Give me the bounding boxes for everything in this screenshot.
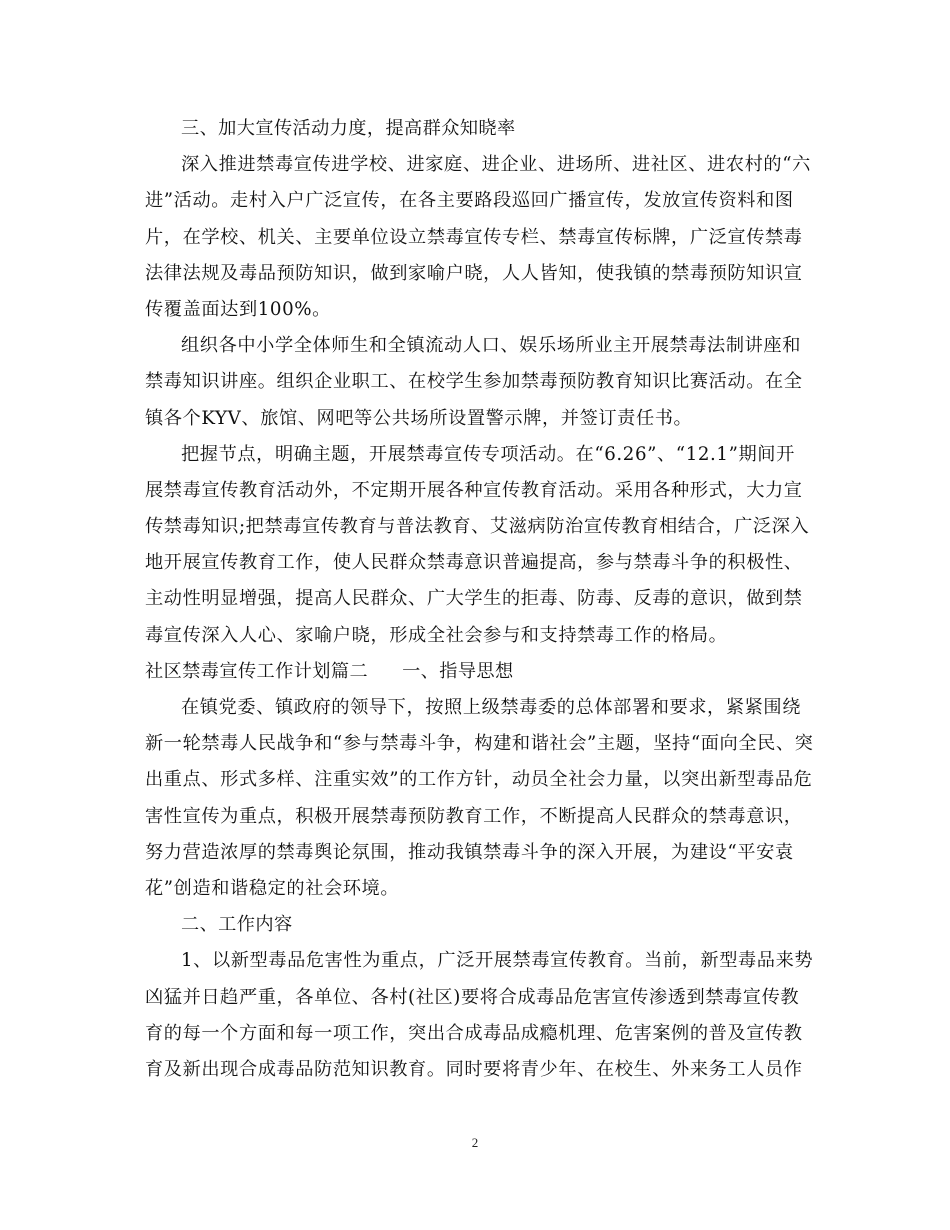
page-number: 2: [471, 1135, 479, 1150]
paragraph-line: 1、以新型毒品危害性为重点，广泛开展禁毒宣传教育。当前，新型毒品来势: [181, 950, 814, 972]
paragraph-line: 育及新出现合成毒品防范知识教育。同时要将青少年、在校生、外来务工人员作: [145, 1058, 803, 1080]
paragraph-line: 传覆盖面达到100%。: [145, 298, 331, 320]
paragraph-line: 毒宣传深入人心、家喻户晓，形成全社会参与和支持禁毒工作的格局。: [145, 624, 728, 646]
paragraph-line: 法律法规及毒品预防知识，做到家喻户晓，人人皆知，使我镇的禁毒预防知识宣: [145, 262, 803, 284]
paragraph-line: 出重点、形式多样、注重实效”的工作方针，动员全社会力量，以突出新型毒品危: [145, 769, 813, 791]
plan-title-row: [145, 654, 810, 690]
paragraph-line: 新一轮禁毒人民战争和“参与禁毒斗争，构建和谐社会”主题，坚持“面向全民、突: [145, 733, 814, 755]
paragraph-line: 在镇党委、镇政府的领导下，按照上级禁毒委的总体部署和要求，紧紧围绕: [181, 697, 801, 718]
paragraph-line: 进”活动。走村入户广泛宣传，在各主要路段巡回广播宣传，发放宣传资料和图: [145, 190, 794, 212]
paragraph-line: 努力营造浓厚的禁毒舆论氛围，推动我镇禁毒斗争的深入开展，为建设“平安袁: [145, 841, 794, 863]
paragraph-line: 害性宣传为重点，积极开展禁毒预防教育工作，不断提高人民群众的禁毒意识，: [145, 805, 803, 827]
paragraph-line: 主动性明显增强，提高人民群众、广大学生的拒毒、防毒、反毒的意识，做到禁: [145, 588, 803, 610]
section-heading: 三、加大宣传活动力度，提高群众知晓率: [181, 118, 516, 139]
paragraph-line: 片，在学校、机关、主要单位设立禁毒宣传专栏、禁毒宣传标牌，广泛宣传禁毒: [145, 226, 803, 248]
paragraph-line: 把握节点，明确主题，开展禁毒宣传专项活动。在“6.26”、“12.1”期间开: [181, 443, 795, 465]
paragraph-line: 组织各中小学全体师生和全镇流动人口、娱乐场所业主开展禁毒法制讲座和: [181, 335, 801, 357]
paragraph-line: 镇各个KYV、旅馆、网吧等公共场所设置警示牌，并签订责任书。: [145, 407, 693, 429]
paragraph-line: 育的每一个方面和每一项工作，突出合成毒品成瘾机理、危害案例的普及宣传教: [145, 1022, 803, 1044]
paragraph-line: 凶猛并日趋严重，各单位、各村(社区)要将合成毒品危害宣传渗透到禁毒宣传教: [145, 986, 800, 1008]
paragraph-line: 传禁毒知识;把禁毒宣传教育与普法教育、艾滋病防治宣传教育相结合，广泛深入: [145, 516, 810, 538]
paragraph-line: 地开展宣传教育工作，使人民群众禁毒意识普遍提高，参与禁毒斗争的积极性、: [145, 552, 803, 574]
paragraph-line: 禁毒知识讲座。组织企业职工、在校学生参加禁毒预防教育知识比赛活动。在全: [145, 371, 803, 393]
section-heading: 二、工作内容: [181, 914, 293, 936]
section-heading: 一、指导思想: [402, 660, 514, 682]
paragraph-line: 深入推进禁毒宣传进学校、进家庭、进企业、进场所、进社区、进农村的“六: [181, 154, 811, 176]
paragraph-line: 花”创造和谐稳定的社会环境。: [145, 877, 400, 899]
plan-title: 社区禁毒宣传工作计划篇二: [145, 660, 369, 682]
document-body: [145, 111, 814, 1088]
paragraph-line: 展禁毒宣传教育活动外，不定期开展各种宣传教育活动。采用各种形式，大力宣: [145, 479, 803, 501]
